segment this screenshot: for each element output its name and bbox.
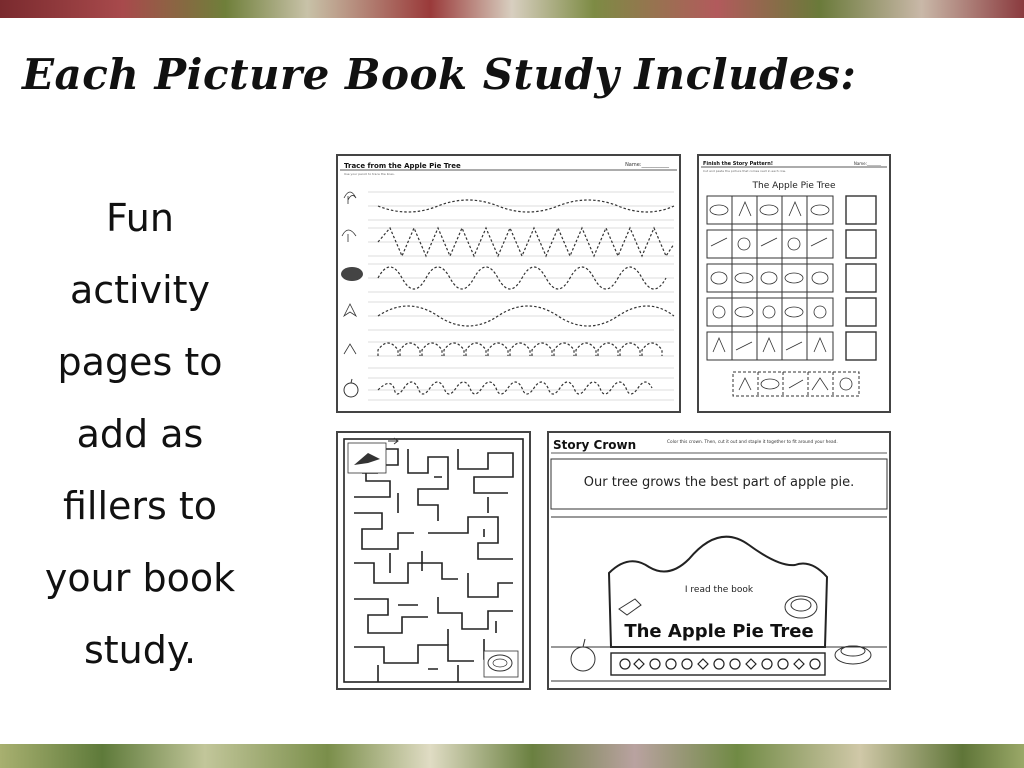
description-line: pages to <box>57 340 223 384</box>
crown-worksheet-instructions: Color this crown. Then, cut it out and staple it together to fit around your head. <box>667 440 838 445</box>
trace-worksheet-instructions: Use your pencil to trace the lines. <box>344 172 395 176</box>
trace-worksheet-title: Trace from the Apple Pie Tree <box>344 162 461 170</box>
maze-worksheet-preview <box>336 431 531 690</box>
trace-worksheet-name-line: Name:___________ <box>625 162 669 168</box>
description-line: Fun <box>106 196 174 240</box>
apple-photo-border-top <box>0 0 1024 18</box>
trace-worksheet-preview <box>336 154 681 413</box>
description-line: activity <box>69 268 211 312</box>
description-text <box>30 182 250 686</box>
description-line: study. <box>83 628 197 672</box>
maze-graphic <box>338 433 529 688</box>
description-line: fillers to <box>62 484 218 528</box>
crown-worksheet-title: Story Crown <box>553 438 637 452</box>
pattern-grid-graphic <box>699 156 889 411</box>
apple-photo-border-bottom <box>0 744 1024 768</box>
trace-lines-graphic <box>338 156 679 411</box>
crown-outline-graphic <box>549 433 889 688</box>
pattern-story-title: The Apple Pie Tree <box>752 181 836 191</box>
pattern-worksheet-title: Finish the Story Pattern! <box>703 161 774 167</box>
crown-sentence: Our tree grows the best part of apple pie. <box>583 475 855 490</box>
crown-book-title: The Apple Pie Tree <box>624 621 814 642</box>
description-line: your book <box>44 556 236 600</box>
pattern-worksheet-instructions: Cut and paste the picture that comes next in each row. <box>703 169 786 173</box>
pattern-worksheet-name-line: Name:_______ <box>853 161 881 166</box>
description-line: add as <box>76 412 204 456</box>
pattern-worksheet-preview <box>697 154 891 413</box>
crown-worksheet-preview <box>547 431 891 690</box>
crown-read-text: I read the book <box>684 585 754 595</box>
page-heading: Each Picture Book Study Includes: <box>22 50 857 99</box>
